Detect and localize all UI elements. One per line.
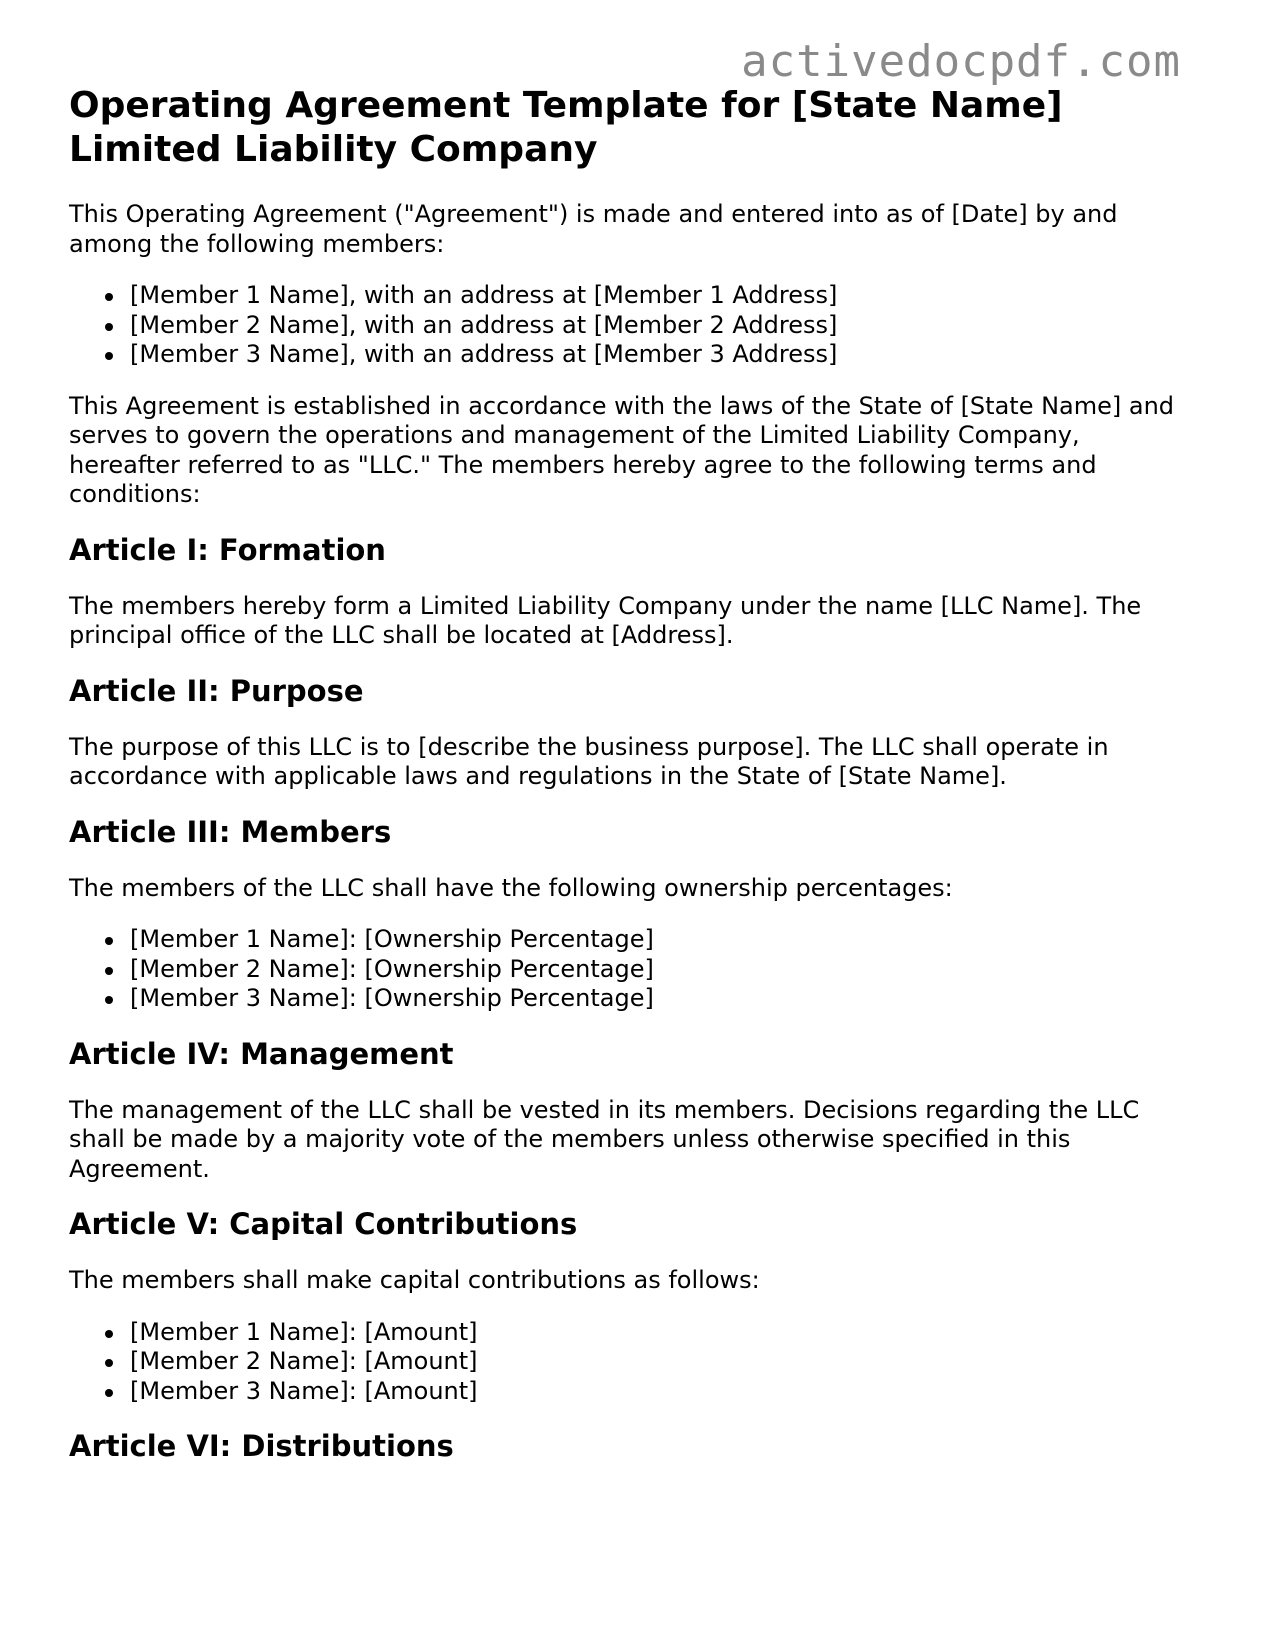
list-item: [Member 3 Name]: [Ownership Percentage] (130, 984, 1189, 1014)
article-distributions-heading: Article VI: Distributions (69, 1429, 454, 1463)
preamble-paragraph: This Agreement is established in accordance with the laws of the State of [State Name] and serves to govern the operations and management of the Limited Liability Company, hereafter referred to as "LLC." The members hereby agree to the following terms and conditions: (69, 391, 1175, 508)
ownership-list (69, 925, 1189, 1014)
list-item: [Member 1 Name]: [Amount] (130, 1318, 1189, 1348)
article-formation-text: The members hereby form a Limited Liability Company under the name [LLC Name]. The principal office of the LLC shall be located at [Address]. (69, 591, 1142, 649)
capital-list (69, 1318, 1189, 1407)
article-capital-heading: Article V: Capital Contributions (69, 1207, 578, 1241)
article-management-text: The management of the LLC shall be vested in its members. Decisions regarding the LLC shall be made by a majority vote of the members unless otherwise specified in this Agreement. (69, 1095, 1140, 1183)
document-page (69, 84, 1189, 1488)
intro-paragraph: This Operating Agreement ("Agreement") is made and entered into as of [Date] by and among the following members: (69, 200, 1118, 258)
document-title: Operating Agreement Template for [State Name] Limited Liability Company (69, 85, 1063, 170)
watermark: activedocpdf.com (741, 36, 1181, 87)
list-item: [Member 3 Name], with an address at [Member 3 Address] (130, 340, 1189, 370)
list-item: [Member 3 Name]: [Amount] (130, 1377, 1189, 1407)
article-capital-text: The members shall make capital contributions as follows: (69, 1266, 760, 1294)
article-members-text: The members of the LLC shall have the following ownership percentages: (69, 873, 953, 902)
article-purpose-text: The purpose of this LLC is to [describe the business purpose]. The LLC shall operate in accordance with applicable laws and regulations in the State of [State Name]. (69, 732, 1109, 790)
list-item: [Member 1 Name]: [Ownership Percentage] (130, 925, 1189, 955)
article-purpose-heading: Article II: Purpose (69, 673, 364, 708)
article-members-heading: Article III: Members (69, 814, 392, 849)
members-address-list (69, 281, 1189, 370)
list-item: [Member 2 Name]: [Amount] (130, 1347, 1189, 1377)
article-management-heading: Article IV: Management (69, 1036, 454, 1071)
list-item: [Member 2 Name], with an address at [Member 2 Address] (130, 311, 1189, 341)
article-formation-heading: Article I: Formation (69, 532, 386, 567)
list-item: [Member 2 Name]: [Ownership Percentage] (130, 955, 1189, 985)
list-item: [Member 1 Name], with an address at [Member 1 Address] (130, 281, 1189, 311)
